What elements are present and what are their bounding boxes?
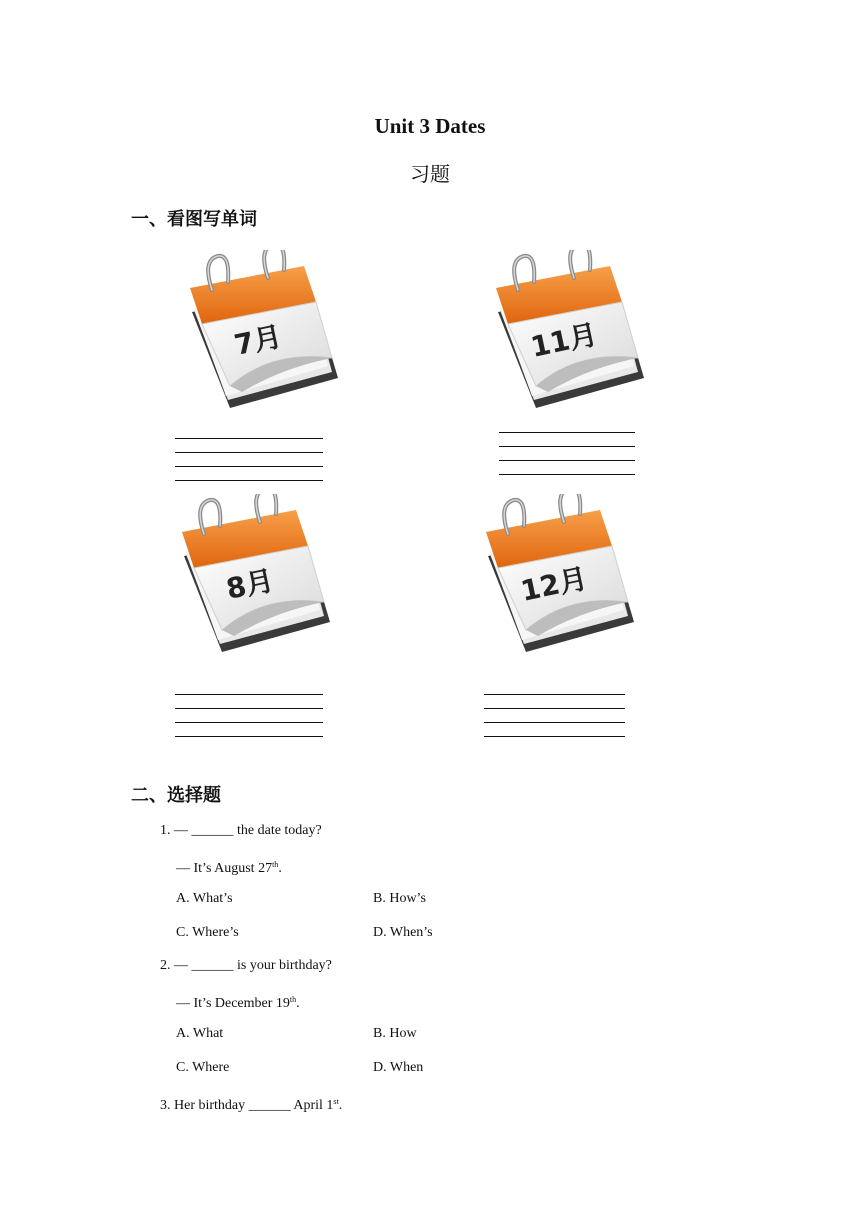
calendar-november-image <box>478 250 658 420</box>
calendar-label: 11月 <box>527 317 601 364</box>
question-1-option-b[interactable]: B. How’s <box>373 891 426 906</box>
calendar-december-image <box>468 494 648 664</box>
answer-lines-3[interactable] <box>175 681 323 737</box>
section-2-heading: 二、选择题 <box>131 785 221 806</box>
question-1-option-d[interactable]: D. When’s <box>373 925 433 940</box>
question-2-answer: — It’s December 19th. <box>176 995 300 1011</box>
page-subtitle: 习题 <box>410 162 450 186</box>
question-2-option-d[interactable]: D. When <box>373 1060 424 1075</box>
question-1-option-a[interactable]: A. What’s <box>176 891 233 906</box>
calendar-label: 7月 <box>231 319 285 362</box>
question-1-option-c[interactable]: C. Where’s <box>176 925 239 940</box>
question-2-option-c[interactable]: C. Where <box>176 1060 230 1075</box>
question-1-answer: — It’s August 27th. <box>176 860 282 876</box>
question-1-stem: 1. — ______ the date today? <box>160 823 322 838</box>
question-3-stem: 3. Her birthday ______ April 1st. <box>160 1097 343 1113</box>
calendar-label: 12月 <box>517 561 591 608</box>
question-2-stem: 2. — ______ is your birthday? <box>160 958 332 973</box>
answer-lines-4[interactable] <box>484 681 625 737</box>
section-1-heading: 一、看图写单词 <box>131 209 257 230</box>
calendar-july-image <box>172 250 352 420</box>
question-2-option-b[interactable]: B. How <box>373 1026 417 1041</box>
answer-lines-2[interactable] <box>499 419 635 475</box>
page-title: Unit 3 Dates <box>374 114 486 138</box>
question-2-option-a[interactable]: A. What <box>176 1026 224 1041</box>
answer-lines-1[interactable] <box>175 425 323 481</box>
calendar-label: 8月 <box>223 563 277 606</box>
calendar-august-image <box>164 494 344 664</box>
